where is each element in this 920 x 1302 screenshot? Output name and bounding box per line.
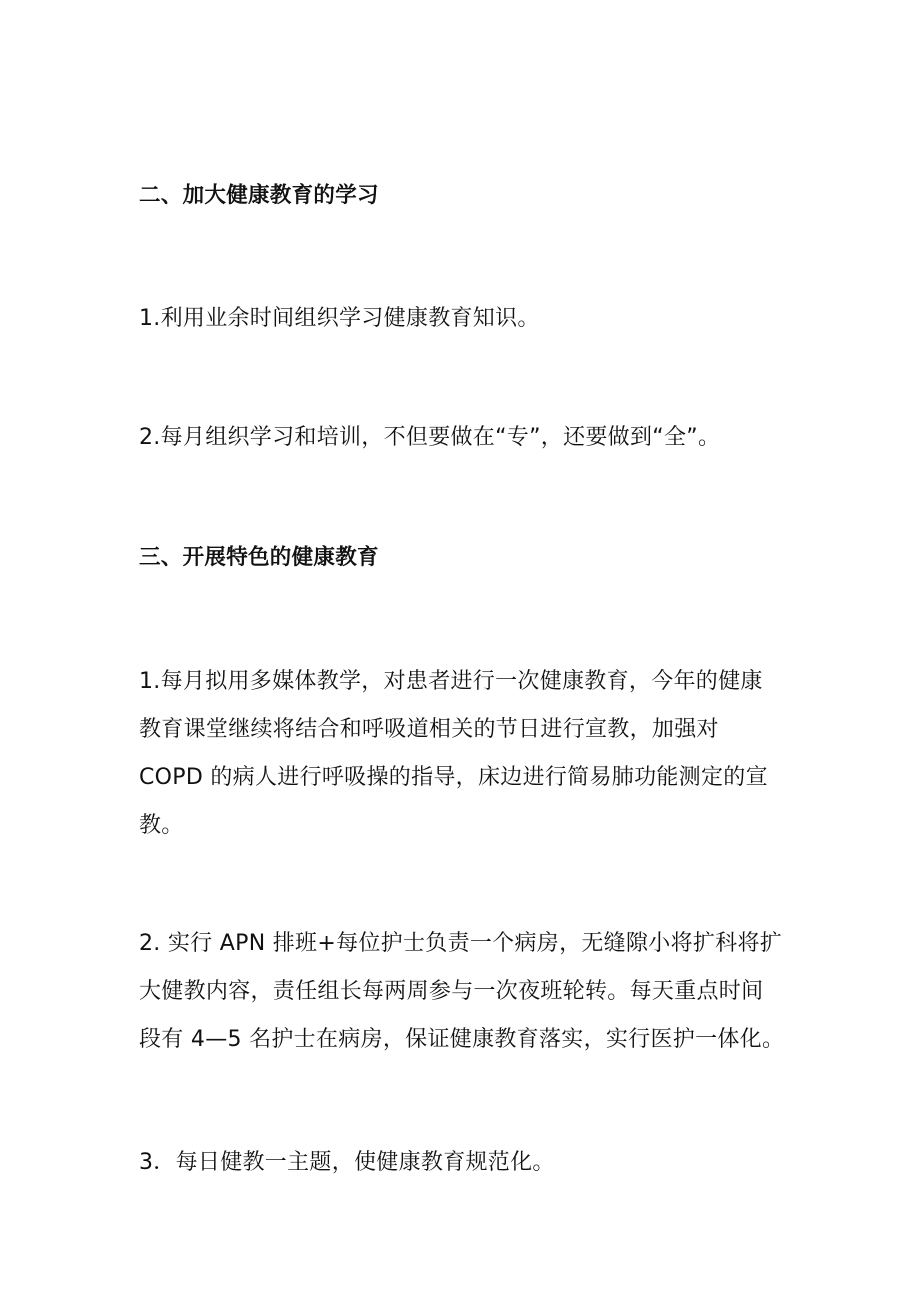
section-heading-health-education-study: 二、加大健康教育的学习 bbox=[139, 183, 379, 208]
paragraph-line: 1.每月拟用多媒体教学，对患者进行一次健康教育，今年的健康 bbox=[139, 669, 763, 694]
section-heading-special-health-education: 三、开展特色的健康教育 bbox=[139, 545, 379, 570]
paragraph-daily-theme: 3．每日健教一主题，使健康教育规范化。 bbox=[139, 1150, 555, 1175]
paragraph-apn-scheduling bbox=[139, 920, 787, 1064]
paragraph-item-2: 2.每月组织学习和培训，不但要做在“专”，还要做到“全”。 bbox=[139, 425, 721, 450]
paragraph-line: 段有 4—5 名护士在病房，保证健康教育落实，实行医护一体化。 bbox=[139, 1027, 785, 1052]
paragraph-line: 教。 bbox=[139, 813, 184, 838]
paragraph-multimedia-teaching bbox=[139, 658, 787, 850]
paragraph-line: COPD 的病人进行呼吸操的指导，床边进行简易肺功能测定的宣 bbox=[139, 765, 768, 790]
paragraph-item-1: 1.利用业余时间组织学习健康教育知识。 bbox=[139, 306, 540, 331]
paragraph-line: 2. 实行 APN 排班+每位护士负责一个病房，无缝隙小将扩科将扩 bbox=[139, 931, 783, 956]
paragraph-line: 教育课堂继续将结合和呼吸道相关的节日进行宣教，加强对 bbox=[139, 717, 719, 742]
paragraph-line: 大健教内容，责任组长每两周参与一次夜班轮转。每天重点时间 bbox=[139, 979, 764, 1004]
